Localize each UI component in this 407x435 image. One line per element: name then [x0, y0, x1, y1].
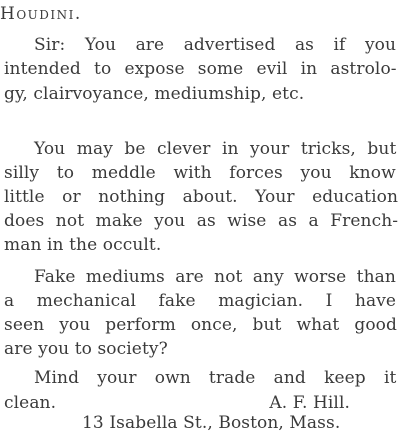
letter-line: gy, clairvoyance, mediumship, etc. [4, 84, 305, 104]
letter-line: does not make you as wise as a French- [4, 211, 399, 231]
letter-line: seen you perform once, but what good [4, 315, 397, 335]
sender-address: 13 Isabella St., Boston, Mass. [82, 413, 341, 433]
signature: A. F. Hill. [269, 393, 350, 413]
letter-line: intended to expose some evil in astrolo- [4, 59, 397, 79]
addressee: Houdini. [0, 4, 82, 24]
letter-line: silly to meddle with forces you know [4, 163, 396, 183]
signature-row [4, 392, 378, 414]
letter-line: a mechanical fake magician. I have [4, 291, 397, 311]
letter-line: are you to society? [4, 339, 168, 359]
letter-line: Mind your own trade and keep it [34, 368, 397, 388]
letter-line: man in the occult. [4, 235, 162, 255]
closing-word: clean. [4, 393, 57, 413]
letter-line: Fake mediums are not any worse than [34, 267, 396, 287]
letter-line: little or nothing about. Your education [4, 187, 399, 207]
letter-line: Sir: You are advertised as if you [34, 35, 397, 55]
letter-line: You may be clever in your tricks, but [34, 139, 397, 159]
